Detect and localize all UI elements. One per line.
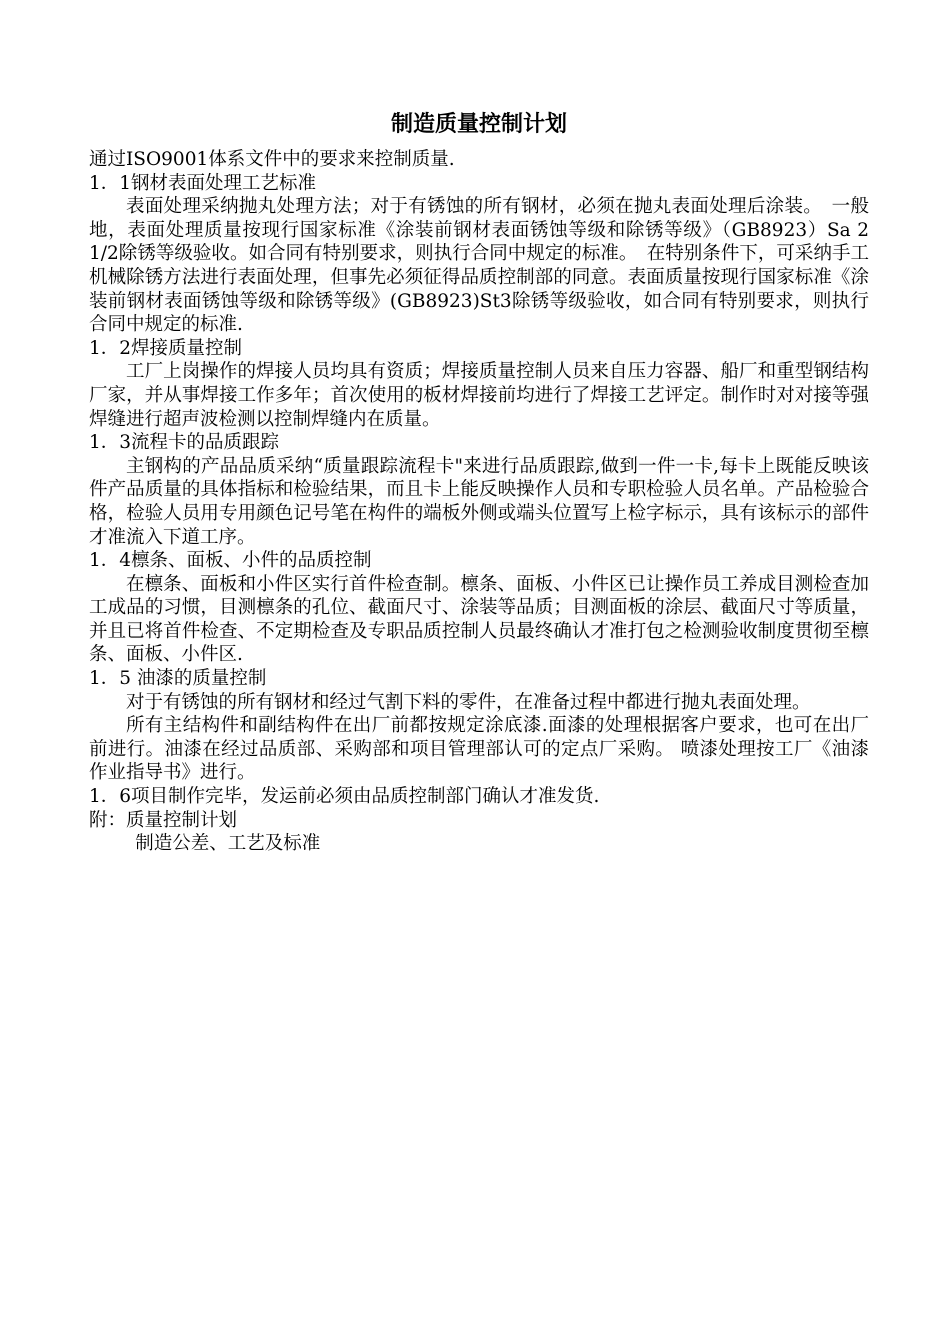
document-page <box>89 108 869 856</box>
appendix-label: 附：质量控制计划 <box>89 809 238 831</box>
section-paragraph: 所有主结构件和副结构件在出厂前都按规定涂底漆.面漆的处理根据客户要求，也可在出厂前进行。油漆在经过品质部、采购部和项目管理部认可的定点厂采购。 喷漆处理按工厂《油漆作业指导书》进行。 <box>89 715 869 784</box>
section-paragraph: 工厂上岗操作的焊接人员均具有资质；焊接质量控制人员来自压力容器、船厂和重型钢结构厂家，并从事焊接工作多年；首次使用的板材焊接前均进行了焊接工艺评定。制作时对对接等强焊缝进行超声波检测以控制焊缝内在质量。 <box>89 361 869 430</box>
section-heading: 1．2焊接质量控制 <box>89 337 243 359</box>
closing-text: 1．6项目制作完毕，发运前必须由品质控制部门确认才准发货. <box>89 786 600 808</box>
section-heading: 1．4檩条、面板、小件的品质控制 <box>89 550 372 572</box>
intro-text: 通过ISO9001体系文件中的要求来控制质量. <box>89 149 455 170</box>
section-paragraph: 在檩条、面板和小件区实行首件检查制。檩条、面板、小件区已让操作员工养成目测检查加工成品的习惯，目测檩条的孔位、截面尺寸、涂装等品质；目测面板的涂层、截面尺寸等质量，并且已将首件检查、不定期检查及专职品质控制人员最终确认才准打包之检测验收制度贯彻至檩条、面板、小件区. <box>89 573 869 666</box>
section-paragraph: 表面处理采纳抛丸处理方法；对于有锈蚀的所有钢材，必须在抛丸表面处理后涂装。 一般地，表面处理质量按现行国家标准《涂装前钢材表面锈蚀等级和除锈等级》（GB8923）Sa 2 1/2除锈等级验收。如合同有特别要求，则执行合同中规定的标准。 在特别条件下，可采纳手工机械除锈方法进行表面处理，但事先必须征得品质控制部的同意。表面质量按现行国家标准《涂装前钢材表面锈蚀等级和除锈等级》(GB8923)St3除锈等级验收，如合同有特别要求，则执行合同中规定的标准. <box>89 196 869 336</box>
section-paragraph: 主钢构的产品品质采纳“质量跟踪流程卡"来进行品质跟踪,做到一件一卡,每卡上既能反映该件产品质量的具体指标和检验结果，而且卡上能反映操作人员和专职检验人员名单。产品检验合格，检验人员用专用颜色记号笔在构件的端板外侧或端头位置写上检字标示，具有该标示的部件才准流入下道工序。 <box>89 455 869 548</box>
section-paragraph: 对于有锈蚀的所有钢材和经过气割下料的零件，在准备过程中都进行抛丸表面处理。 <box>126 691 811 713</box>
section-heading: 1．1钢材表面处理工艺标准 <box>89 172 317 194</box>
appendix-item: 制造公差、工艺及标准 <box>135 833 321 855</box>
section-heading: 1．5 油漆的质量控制 <box>89 668 267 690</box>
document-title: 制造质量控制计划 <box>390 112 567 137</box>
section-heading: 1．3流程卡的品质跟踪 <box>89 432 280 454</box>
